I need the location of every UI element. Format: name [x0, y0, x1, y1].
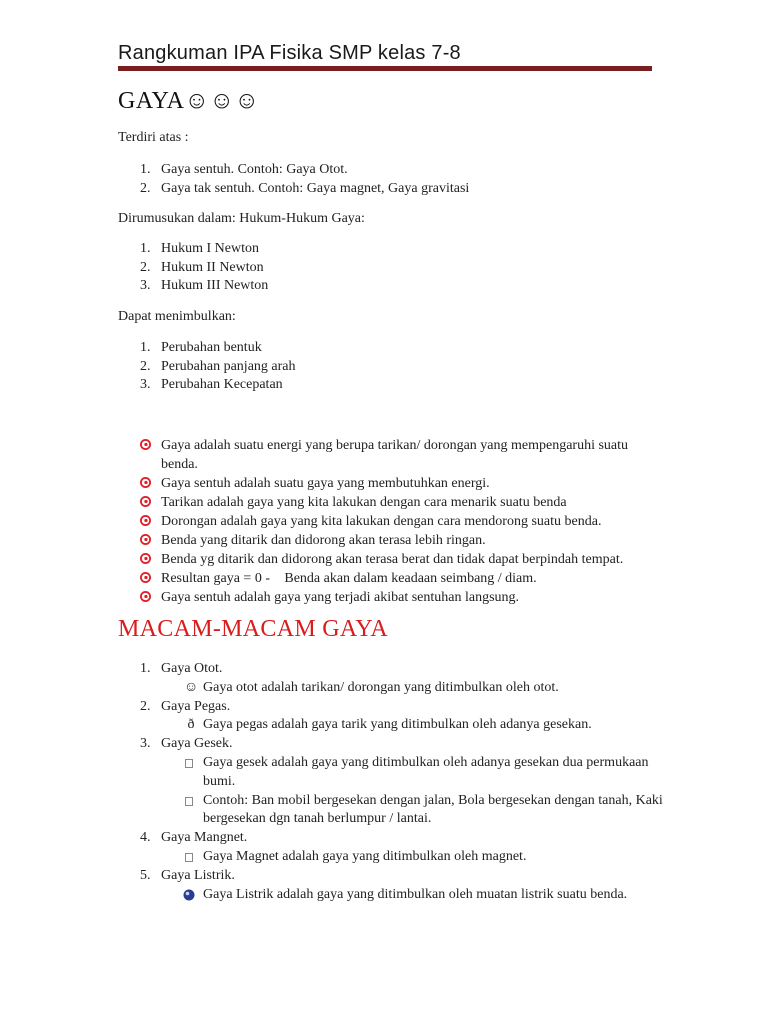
list-item: [140, 512, 660, 531]
bullet-text: Benda yg ditarik dan didorong akan terasa berat dan tidak dapat berpindah tempat.: [161, 552, 624, 567]
sub-item: [118, 848, 678, 867]
bullet-text: Gaya sentuh adalah gaya yang terjadi akibat sentuhan langsung.: [161, 590, 520, 605]
list-number: 2.: [140, 180, 151, 196]
gaya-facts-list: [140, 436, 660, 607]
sub-item-text: Gaya pegas adalah gaya tarik yang ditimbulkan oleh adanya gesekan.: [203, 717, 592, 733]
list-number: 1.: [140, 661, 151, 676]
list-number: 3.: [140, 736, 151, 752]
list-item: [118, 698, 678, 717]
intro-terdiri: Terdiri atas :: [118, 130, 189, 145]
list-item: [140, 474, 660, 493]
list-number: 1.: [140, 162, 151, 177]
bullet-text: Resultan gaya = 0 -  Benda akan dalam keadaan seimbang / diam.: [161, 571, 537, 586]
list-item: [140, 550, 660, 569]
bullet-text: Benda yang ditarik dan didorong akan terasa lebih ringan.: [161, 533, 486, 548]
list-item: [118, 240, 268, 259]
list-item-text: Perubahan Kecepatan: [161, 377, 283, 392]
list-item-text: Perubahan panjang arah: [161, 358, 296, 374]
list-item-text: Hukum II Newton: [161, 259, 264, 275]
list-item: [118, 277, 268, 296]
list-number: 1.: [140, 241, 151, 256]
list-hukum: [118, 240, 268, 296]
list-item: [118, 339, 296, 358]
empty-box-icon: [185, 853, 193, 862]
list-number: 4.: [140, 830, 151, 846]
list-item: [118, 358, 296, 377]
list-item-text: Gaya sentuh. Contoh: Gaya Otot.: [161, 162, 348, 177]
smiley-icon: ☺: [184, 679, 199, 695]
list-item: [140, 493, 660, 512]
sub-item-text: Gaya otot adalah tarikan/ dorongan yang ditimbulkan oleh otot.: [203, 679, 559, 695]
eth-glyph-icon: ð: [187, 717, 195, 733]
list-item: [118, 867, 678, 886]
list-number: 2.: [140, 358, 151, 374]
swirl-bullet-icon: [140, 515, 151, 526]
swirl-bullet-icon: [140, 572, 151, 583]
list-item: [140, 569, 660, 588]
sub-item-text: Contoh: Ban mobil bergesekan dengan jalan, Bola bergesekan dengan tanah, Kaki bergesekan dgn tanah berlumpur / lantai.: [203, 792, 663, 827]
bullet-text: Gaya sentuh adalah suatu gaya yang membutuhkan energi.: [161, 476, 490, 491]
bullet-text: Gaya adalah suatu energi yang berupa tarikan/ dorongan yang mempengaruhi suatu benda.: [161, 438, 629, 472]
swirl-bullet-icon: [140, 496, 151, 507]
empty-box-icon: [185, 797, 193, 806]
list-item: [118, 161, 469, 180]
list-item: [118, 376, 296, 395]
list-item-text: Hukum III Newton: [161, 278, 269, 293]
sub-item-text: Gaya Magnet adalah gaya yang ditimbulkan oleh magnet.: [203, 848, 527, 864]
list-item: [118, 259, 268, 278]
list-item-text: Gaya Listrik.: [161, 867, 235, 883]
sub-item-text: Gaya gesek adalah gaya yang ditimbulkan oleh adanya gesekan dua permukaan bumi.: [203, 754, 649, 789]
intro-menimbulkan: Dapat menimbulkan:: [118, 309, 236, 324]
list-number: 2.: [140, 698, 151, 714]
swirl-bullet-icon: [140, 477, 151, 488]
sub-item: [118, 754, 678, 792]
macam-gaya-list: [118, 660, 678, 904]
header-divider: [118, 66, 652, 71]
intro-hukum: Dirumusukan dalam: Hukum-Hukum Gaya:: [118, 211, 365, 226]
list-item-text: Gaya Pegas.: [161, 698, 231, 714]
list-number: 5.: [140, 867, 151, 883]
section-heading-macam: MACAM-MACAM GAYA: [118, 616, 388, 642]
list-item-text: Hukum I Newton: [161, 241, 259, 256]
list-item: [118, 660, 678, 679]
bullet-text: Tarikan adalah gaya yang kita lakukan dengan cara menarik suatu benda: [161, 495, 567, 510]
list-item: [118, 180, 469, 199]
list-number: 3.: [140, 278, 151, 293]
list-item-text: Gaya Mangnet.: [161, 830, 248, 846]
sub-item: [118, 716, 678, 735]
sub-item: [118, 886, 678, 905]
list-number: 3.: [140, 377, 151, 392]
document-header-title: Rangkuman IPA Fisika SMP kelas 7-8: [118, 42, 461, 64]
blue-dot-bullet-icon: [183, 889, 195, 901]
list-menimbulkan: [118, 339, 296, 395]
sub-item-text: Gaya Listrik adalah gaya yang ditimbulkan oleh muatan listrik suatu benda.: [203, 886, 628, 902]
list-number: 1.: [140, 340, 151, 355]
list-number: 2.: [140, 259, 151, 275]
swirl-bullet-icon: [140, 439, 151, 450]
list-item-text: Gaya tak sentuh. Contoh: Gaya magnet, Gaya gravitasi: [161, 180, 470, 196]
list-item-text: Gaya Otot.: [161, 661, 223, 676]
list-item: [140, 531, 660, 550]
list-item-text: Perubahan bentuk: [161, 340, 262, 355]
sub-item: [118, 792, 678, 830]
list-terdiri: [118, 161, 469, 198]
sub-item: [118, 679, 678, 698]
empty-box-icon: [185, 759, 193, 768]
list-item: [118, 735, 678, 754]
list-item: [118, 829, 678, 848]
list-item: [140, 588, 660, 607]
list-item-text: Gaya Gesek.: [161, 736, 233, 752]
swirl-bullet-icon: [140, 591, 151, 602]
swirl-bullet-icon: [140, 553, 151, 564]
page-heading: GAYA☺☺☺: [118, 88, 260, 114]
swirl-bullet-icon: [140, 534, 151, 545]
list-item: [140, 436, 660, 474]
bullet-text: Dorongan adalah gaya yang kita lakukan dengan cara mendorong suatu benda.: [161, 514, 602, 529]
